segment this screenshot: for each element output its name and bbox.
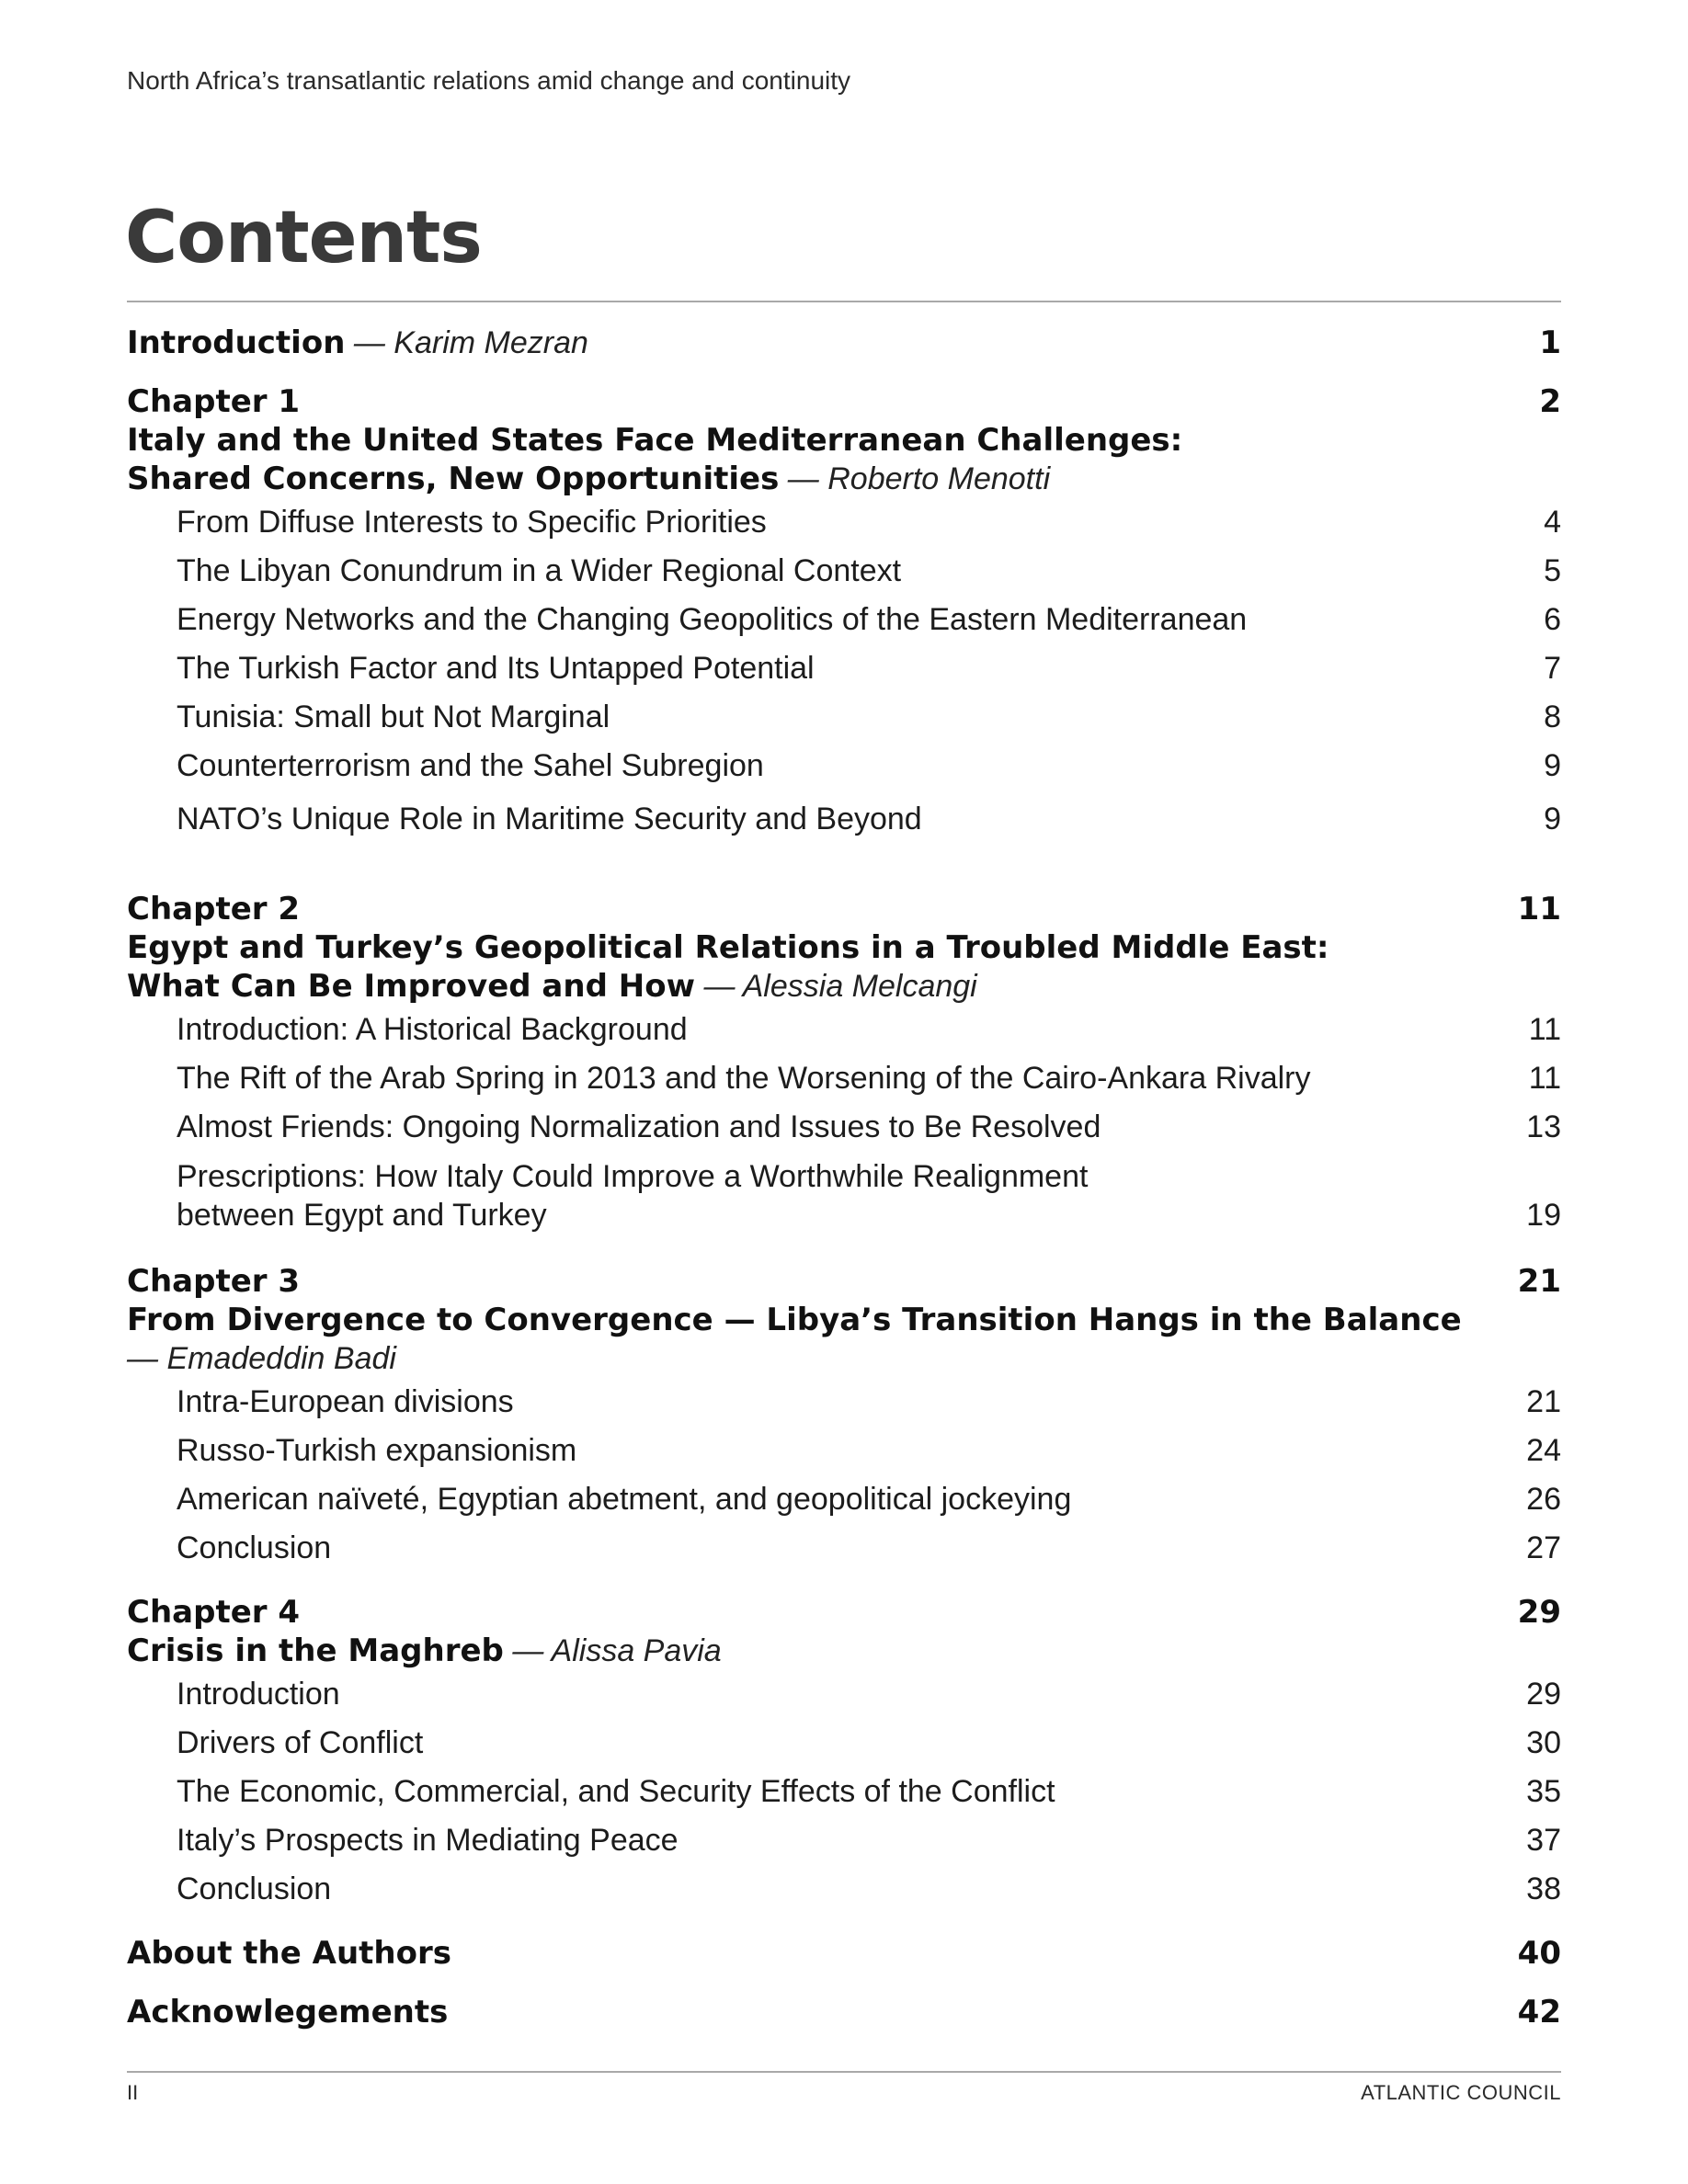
entry-label: About the Authors [127,1935,451,1972]
entry-page-number: 42 [1517,1994,1561,2030]
footer-page-number: II [127,2081,139,2104]
chapter-title-line-1: From Divergence to Convergence — Libya’s Transition Hangs in the Balance [127,1302,1462,1338]
section-title: Conclusion [177,1871,332,1906]
entry-label: Acknowlegements [127,1994,449,2030]
chapter-heading[interactable] [127,1593,1561,1632]
chapter-title-line-1: Crisis in the Maghreb [127,1632,504,1669]
section-page-number: 13 [1526,1109,1561,1144]
section-title: From Diffuse Interests to Specific Priorities [177,505,767,540]
section-title: Introduction: A Historical Background [177,1012,688,1047]
section-title: Prescriptions: How Italy Could Improve a Worthwhile Realignment [177,1159,1089,1194]
section-title: American naïveté, Egyptian abetment, and geopolitical jockeying [177,1482,1072,1517]
chapter-page-number: 21 [1517,1263,1561,1300]
chapter-4 [127,1593,1561,1914]
section-title: The Economic, Commercial, and Security Effects of the Conflict [177,1774,1055,1809]
section-title: The Turkish Factor and Its Untapped Potential [177,651,815,686]
chapter-page-number: 29 [1517,1594,1561,1631]
top-divider [127,301,1561,302]
section-title: The Libyan Conundrum in a Wider Regional Context [177,553,902,588]
section-page-number: 29 [1526,1677,1561,1712]
toc-section[interactable] [127,547,1561,596]
footer-publisher: ATLANTIC COUNCIL [1361,2081,1561,2104]
toc-section[interactable] [127,498,1561,547]
chapter-label: Chapter 2 [127,891,301,927]
bottom-divider [127,2071,1561,2073]
toc-entry-introduction[interactable] [127,324,1561,362]
section-page-number: 37 [1526,1823,1561,1858]
chapter-page-number: 2 [1539,383,1561,420]
chapter-title-line-2: Shared Concerns, New Opportunities [127,461,780,497]
section-page-number: 4 [1544,505,1561,540]
section-page-number: 30 [1526,1725,1561,1760]
section-title: Intra-European divisions [177,1384,514,1419]
chapter-author: — Roberto Menotti [787,461,1051,496]
section-title: Italy’s Prospects in Mediating Peace [177,1823,679,1858]
chapter-label: Chapter 1 [127,383,301,420]
chapter-2 [127,890,1561,1234]
section-title-line-2: between Egypt and Turkey [177,1198,547,1233]
section-page-number: 5 [1544,553,1561,588]
chapter-heading[interactable] [127,890,1561,928]
section-page-number: 38 [1526,1871,1561,1906]
toc-section[interactable] [127,1865,1561,1914]
page-title: Contents [125,197,482,279]
section-page-number: 27 [1526,1530,1561,1565]
toc-section[interactable] [127,1103,1561,1152]
entry-label: Introduction [127,324,346,361]
toc-section[interactable] [127,1816,1561,1865]
section-title: The Rift of the Arab Spring in 2013 and the Worsening of the Cairo-Ankara Rivalry [177,1061,1311,1096]
toc-section[interactable] [127,1719,1561,1768]
chapter-heading[interactable] [127,382,1561,421]
section-page-number: 35 [1526,1774,1561,1809]
toc-section[interactable] [127,1054,1561,1103]
section-title: Energy Networks and the Changing Geopolitics of the Eastern Mediterranean [177,602,1248,637]
chapter-label: Chapter 3 [127,1263,301,1300]
chapter-3 [127,1262,1561,1573]
chapter-title-line-1: Egypt and Turkey’s Geopolitical Relations in a Troubled Middle East: [127,929,1329,966]
toc-section[interactable] [127,1475,1561,1524]
toc-section[interactable] [127,1378,1561,1427]
toc-section[interactable] [127,1427,1561,1475]
toc-section[interactable] [127,644,1561,693]
toc-entry-about-the-authors[interactable] [127,1934,1561,1973]
section-title: Tunisia: Small but Not Marginal [177,700,610,734]
toc-section[interactable] [127,1670,1561,1719]
section-title: NATO’s Unique Role in Maritime Security and Beyond [177,802,922,836]
toc-section[interactable] [127,1768,1561,1816]
chapter-label: Chapter 4 [127,1594,301,1631]
section-title: Counterterrorism and the Sahel Subregion [177,748,764,783]
toc-section[interactable] [127,791,1561,847]
section-page-number: 21 [1526,1384,1561,1419]
section-page-number: 24 [1526,1433,1561,1468]
section-page-number: 8 [1544,700,1561,734]
section-title: Russo-Turkish expansionism [177,1433,577,1468]
toc-section[interactable] [127,742,1561,791]
toc-section[interactable] [127,1006,1561,1054]
section-title: Conclusion [177,1530,332,1565]
entry-page-number: 40 [1517,1935,1561,1972]
chapter-author: — Alessia Melcangi [703,969,977,1004]
section-title: Almost Friends: Ongoing Normalization and Issues to Be Resolved [177,1109,1101,1144]
entry-author: — Karim Mezran [353,325,588,360]
chapter-heading[interactable] [127,1262,1561,1301]
section-page-number: 11 [1528,1012,1561,1047]
section-title: Introduction [177,1677,340,1712]
running-header: North Africa’s transatlantic relations amid change and continuity [127,66,851,95]
section-page-number: 7 [1544,651,1561,686]
chapter-author: — Alissa Pavia [512,1633,722,1668]
chapter-title-line-1: Italy and the United States Face Mediterranean Challenges: [127,422,1183,459]
section-page-number: 6 [1544,602,1561,637]
section-page-number: 9 [1544,748,1561,783]
chapter-title-line-2: What Can Be Improved and How [127,968,695,1005]
entry-page-number: 1 [1539,324,1561,361]
toc-section[interactable] [127,693,1561,742]
chapter-1 [127,382,1561,847]
chapter-page-number: 11 [1517,891,1561,927]
table-of-contents [127,324,1561,2031]
section-page-number: 26 [1526,1482,1561,1517]
chapter-author: — Emadeddin Badi [127,1341,396,1376]
section-page-number: 9 [1544,802,1561,836]
section-page-number: 19 [1526,1198,1561,1233]
toc-section[interactable] [127,596,1561,644]
section-title: Drivers of Conflict [177,1725,424,1760]
section-page-number: 11 [1528,1061,1561,1096]
toc-section[interactable] [127,1152,1561,1234]
toc-entry-acknowledgements[interactable] [127,1993,1561,2031]
toc-section[interactable] [127,1524,1561,1573]
